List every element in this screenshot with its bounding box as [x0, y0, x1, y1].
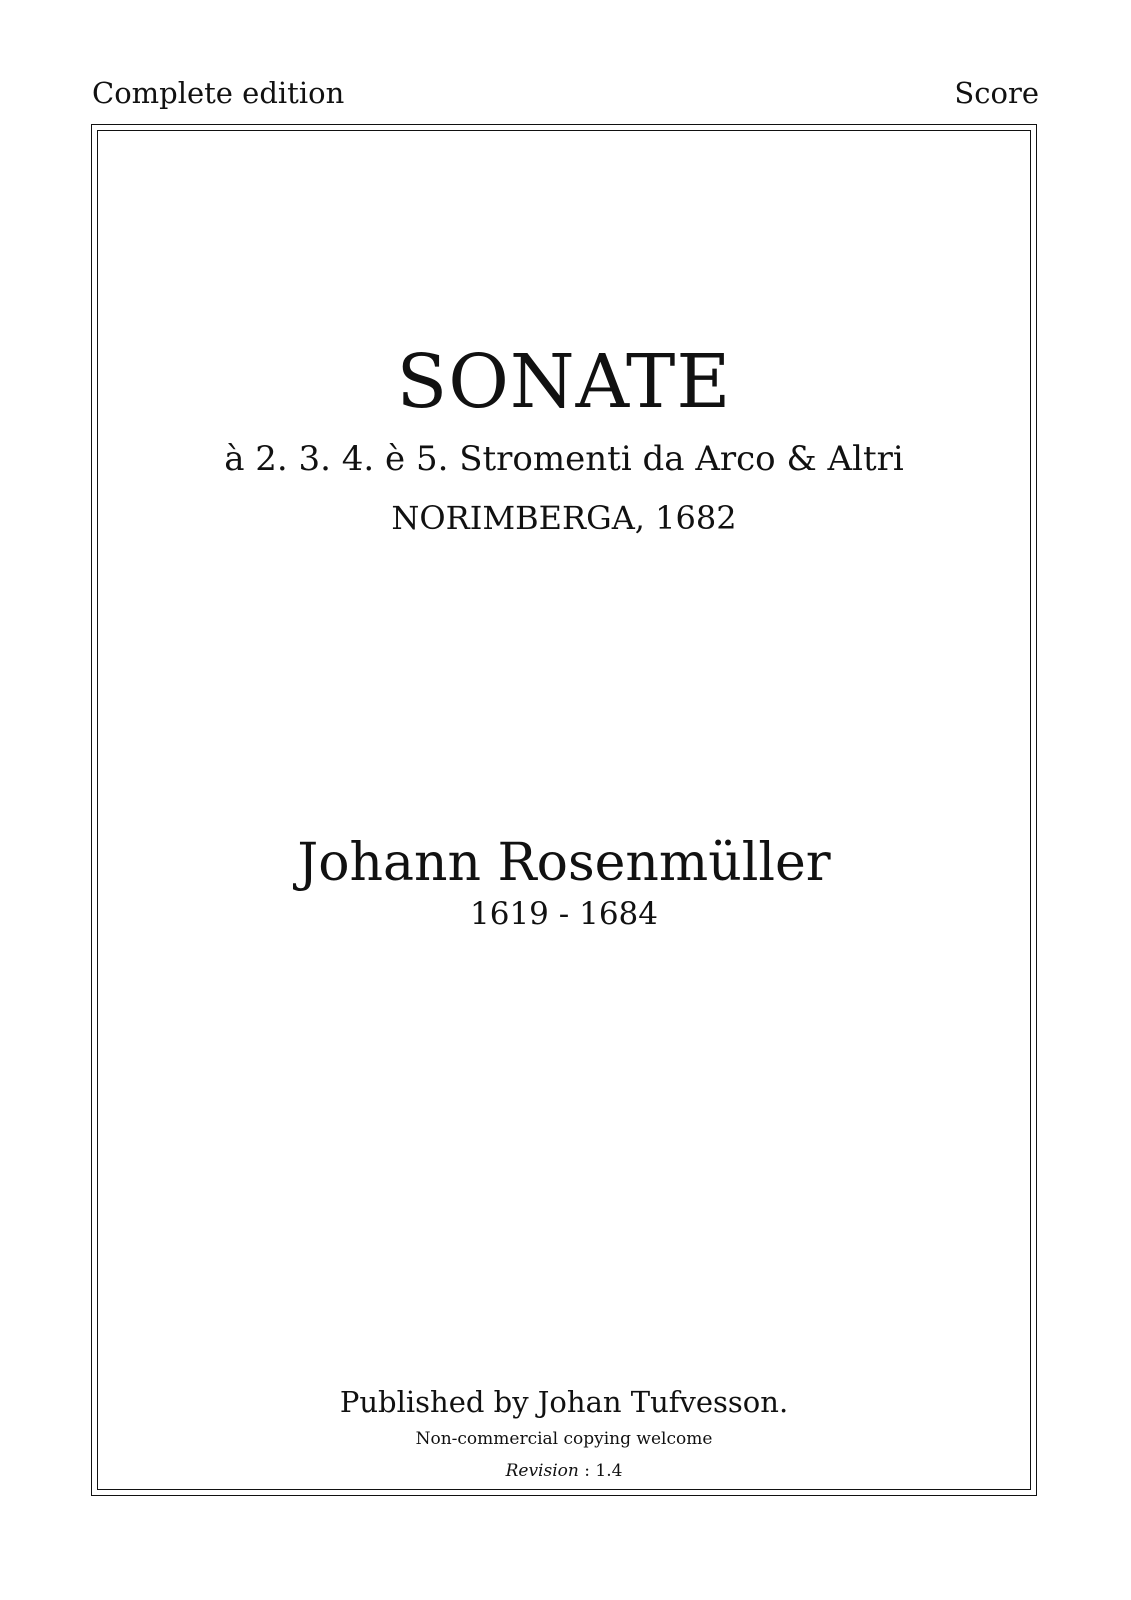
- page-subtitle: à 2. 3. 4. è 5. Stromenti da Arco & Altri: [224, 439, 904, 479]
- copying-notice: Non-commercial copying welcome: [415, 1429, 713, 1449]
- composer-name: Johann Rosenmüller: [297, 833, 831, 893]
- publisher-line: Published by Johan Tufvesson.: [339, 1385, 789, 1419]
- composer-dates: 1619 - 1684: [470, 896, 658, 932]
- revision-line: [97, 1460, 1031, 1482]
- header-edition-label: Complete edition: [92, 76, 345, 110]
- header-score-label: Score: [954, 76, 1039, 110]
- page-title: SONATE: [396, 339, 732, 425]
- revision-value: 1.4: [595, 1461, 623, 1481]
- page-border-inner: [97, 130, 1031, 1490]
- publication-place-year: NORIMBERGA, 1682: [391, 499, 737, 537]
- revision-separator: :: [578, 1461, 596, 1481]
- revision-label: Revision: [505, 1461, 579, 1481]
